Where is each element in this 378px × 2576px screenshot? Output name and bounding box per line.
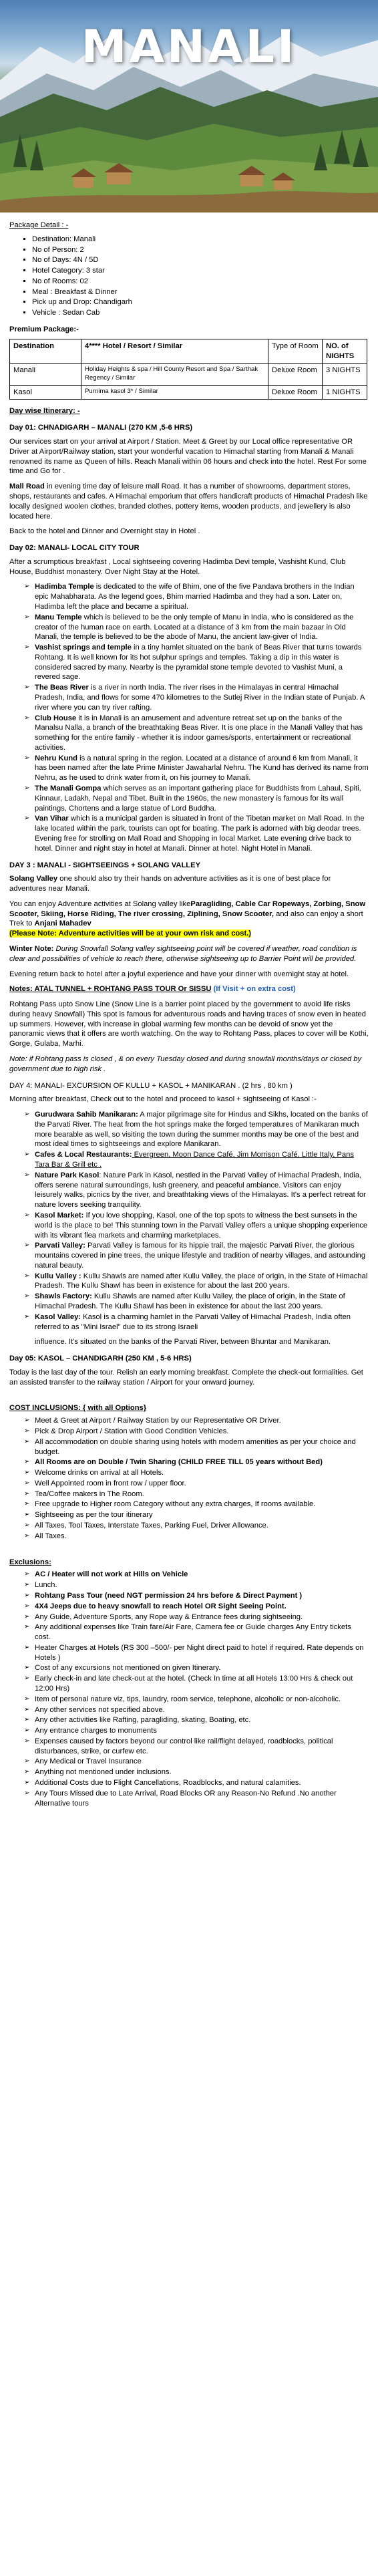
winter-note-label: Winter Note:: [9, 944, 54, 953]
sight-name: The Beas River: [35, 684, 89, 692]
inclusion-item: ➢ All Rooms are on Double / Twin Sharing (CHILD FREE TILL 05 years without Bed): [24, 1457, 369, 1467]
table-cell: Purnima kasol 3* / Similar: [81, 385, 268, 400]
sight-name: Club House: [35, 714, 77, 722]
exclusions-list: [9, 1570, 369, 1808]
sight-desc: : Nature Park in Kasol, nestled in the Parvati Valley of Himachal Pradesh, India, offers serene natural surroundings, lush greenery, and peaceful ambiance. Visitors can enjoy leisurely walks, picnics by the river, and breathtaking views of the Himalayas. It's a perfect retreat for nature lovers seeking tranquility.: [35, 1171, 366, 1209]
list-item: [24, 1292, 369, 1312]
day1-title: Day 01: CHNADIGARH – MANALI (270 KM ,5-6 HRS): [9, 424, 193, 432]
solang-text: one should also try their hands on adventure activities as it is one of best place for adventures near Manali.: [9, 875, 331, 893]
inclusion-item: ➢ Pick & Drop Airport / Station with Good Condition Vehicles.: [24, 1427, 369, 1437]
sight-name: Vashist springs and temple: [35, 643, 132, 652]
adventure-mid: and also can enjoy a short Trek to: [9, 909, 363, 928]
sight-name: Kasol Market:: [35, 1211, 84, 1220]
rohtang-closed-note: [9, 1054, 369, 1075]
table-cell: Manali: [10, 364, 81, 385]
package-detail-heading: Package Detail : -: [9, 221, 69, 229]
table-cell: Kasol: [10, 385, 81, 400]
inclusions-list: [9, 1416, 369, 1541]
sight-name: Hadimba Temple: [35, 583, 94, 591]
exclusion-item: ➢ Anything not mentioned under inclusions.: [24, 1767, 369, 1777]
sight-desc: in a tiny hamlet situated on the bank of Beas River that turns towards Rohtang. It is well known for its hot sulphur springs and temples. Taking a dip in this water is considered sacred by many. Nearby is the pyramidal stone temple devoted to Vashist Muni, a revered sage.: [35, 643, 362, 682]
table-row: [10, 364, 367, 385]
list-item: [24, 784, 369, 813]
package-detail-item: ▪ Destination: Manali: [32, 235, 369, 245]
day4-title: DAY 4: MANALI- EXCURSION OF KULLU + KASOL + MANIKARAN . (2 hrs , 80 km ): [9, 1081, 293, 1090]
sight-name: Van Vihar: [35, 815, 69, 823]
day4-continuation: influence. It's situated on the banks of the Parvati River, between Bhuntar and Manikaran.: [35, 1338, 331, 1346]
sight-desc: it is in Manali is an amusement and adventure retreat set up on the banks of the Manalsu Nalla, a branch of the breathtaking Beas River. It is one place in the Manali Valley that has something for the entire family - whether it is indoor games/sports, entertainment or recreational activities.: [35, 714, 363, 752]
inclusion-item: ➢ All Taxes.: [24, 1532, 369, 1542]
premium-package-heading: Premium Package:-: [9, 325, 79, 334]
adventure-paragraph: [9, 899, 369, 939]
list-item: [24, 814, 369, 853]
exclusion-item: ➢ Any additional expenses like Train fare/Air Fare, Camera fee or Guide charges Any Entry tickets cost.: [24, 1622, 369, 1642]
sight-name: The Manali Gompa: [35, 784, 102, 793]
inclusion-item: ➢ Well Appointed room in front row / upper floor.: [24, 1479, 369, 1489]
sight-desc: is a river in north India. The river rises in the Himalayas in central Himachal Pradesh, India, and flows for some 470 kilometres to the Sutlej River in the Indian state of Punjab. A river where you can try river rafting.: [35, 684, 365, 712]
sight-desc: which is a municipal garden is situated in front of the Tibetan market on Mall Road. In the lake located within the park, tourists can opt for boating. The park is adorned with big deodar trees. Evening free for strolling on Mall Road and Shopping in local Market. Late evening drive back to hotel. Dinner and night stay in hotel at Manali. Dinner at hotel. Night Hotel in Manali.: [35, 815, 365, 853]
sight-desc: Evergreen, Moon Dance Café, Jim Morrison Café, Little Italy, Pans Tara Bar & Grill etc .: [35, 1151, 354, 1169]
day3-evening: Evening return back to hotel after a joyful experience and have your dinner with overnight stay at hotel.: [9, 970, 349, 978]
list-item: [24, 1150, 369, 1170]
day1-closing: Back to the hotel and Dinner and Overnight stay in Hotel .: [9, 527, 200, 536]
day5-text: Today is the last day of the tour. Relish an early morning breakfast. Complete the check-out formalities. Get an assisted transfer to the railway station / Airport for your onward journey.: [9, 1368, 363, 1387]
exclusion-item: ➢ Lunch.: [24, 1580, 369, 1590]
exclusion-item: ➢ Any Tours Missed due to Late Arrival, Road Blocks OR any Reason-No Refund .No another Alternative tours: [24, 1789, 369, 1809]
sight-name: Manu Temple: [35, 613, 82, 621]
table-header-cell: NO. of NIGHTS: [323, 339, 367, 364]
package-detail-item: ▪ Vehicle : Sedan Cab: [32, 308, 369, 318]
adventure-intro: You can enjoy Adventure activities at Solang valley like: [9, 899, 191, 908]
rohtang-paragraph: Rohtang Pass upto Snow Line (Snow Line is a barrier point placed by the government to avoid life risks during heavy Snowfall) This spot is famous for adventurous roads and having traces of snow even in heated up summers. However, with increase in global warming few months can be devoid of snow yet the panoramic views that it offers are worth watching. On the way to Rohtang Pass, places to cover will be Kothi, Gorge, Gulaba, Marhi.: [9, 1000, 369, 1048]
rohtang-notes-label: Notes: ATAL TUNNEL + ROHTANG PASS TOUR Or SISSU: [9, 985, 212, 994]
winter-note-paragraph: [9, 944, 369, 964]
sight-name: Kasol Valley:: [35, 1312, 81, 1321]
package-detail-item: ▪ No of Rooms: 02: [32, 277, 369, 287]
table-header-cell: Type of Room: [268, 339, 323, 364]
sight-name: Kullu Valley :: [35, 1272, 81, 1280]
list-item: [24, 754, 369, 783]
table-header-row: [10, 339, 367, 364]
hero-title: MANALI: [81, 21, 297, 74]
package-detail-item: ▪ No of Days: 4N / 5D: [32, 255, 369, 265]
inclusion-item: ➢ Sightseeing as per the tour itinerary: [24, 1510, 369, 1520]
exclusion-item: ➢ Item of personal nature viz, tips, laundry, room service, telephone, alcoholic or non-alcoholic.: [24, 1695, 369, 1705]
exclusion-item: ➢ AC / Heater will not work at Hills on Vehicle: [24, 1570, 369, 1580]
table-row: [10, 385, 367, 400]
table-header-cell: 4**** Hotel / Resort / Similar: [81, 339, 268, 364]
sight-desc: Kullu Shawls are named after Kullu Valley, the place of origin, in the State of Himachal Pradesh. The Kullu Shawl has been in existence for about the last 200 years.: [35, 1292, 345, 1310]
day5-title: Day 05: KASOL – CHANDIGARH (250 KM , 5-6 HRS): [9, 1354, 192, 1363]
day3-title: DAY 3 : MANALI - SIGHTSEEINGS + SOLANG VALLEY: [9, 861, 201, 869]
table-cell: Deluxe Room: [268, 364, 323, 385]
sight-desc: which is believed to be the only temple of Manu in India, who is considered as the creator of the human race on earth. Located at a distance of 3 km from the main bazaar in Old Manali, the temple is believed to be the abode of Manu, the ancient law-giver of India.: [35, 613, 354, 641]
mall-road-label: Mall Road: [9, 482, 45, 491]
inclusion-item: ➢ Meet & Greet at Airport / Railway Station by our Representative OR Driver.: [24, 1416, 369, 1426]
winter-note-text: During Snowfall Solang valley sightseeing point will be covered if weather, road condition is clear and possibilities of vehicle to reach there, otherwise sightseeing up to Barrier Point will be provided.: [9, 944, 357, 963]
list-item: [24, 1241, 369, 1270]
table-cell: Deluxe Room: [268, 385, 323, 400]
package-detail-item: ▪ No of Person: 2: [32, 245, 369, 255]
day2-intro: After a scrumptious breakfast , Local sightseeing covering Hadimba Devi temple, Vashisht Kund, Club House, Buddhist monastery. Over Night Stay at the Hotel.: [9, 557, 346, 576]
day4-sight-list: [9, 1110, 369, 1332]
list-item: [24, 683, 369, 712]
sight-desc: is dedicated to the wife of Bhim, one of the five Pandava brothers in the Indian epic Mahabharata. As the legend goes, Bhim married Hadimba and they had a son. Later on, Hadimba left the place and became a spiritual.: [35, 583, 355, 611]
inclusion-item: ➢ Welcome drinks on arrival at all Hotels.: [24, 1468, 369, 1478]
day2-sight-list: [9, 582, 369, 853]
inclusion-item: ➢ All accommodation on double sharing using hotels with modern amenities as per your choice and budget.: [24, 1437, 369, 1457]
rohtang-extra-cost: (If Visit + on extra cost): [211, 985, 296, 994]
package-content: [0, 212, 378, 1808]
list-item: [24, 1272, 369, 1292]
table-cell: 1 NIGHTS: [323, 385, 367, 400]
rohtang-closed-text: Note: if Rohtang pass is closed , & on every Tuesday closed and during snowfall months/days or closed by government due to high risk .: [9, 1055, 362, 1073]
list-item: [24, 643, 369, 682]
list-item: [24, 1110, 369, 1149]
exclusion-item: ➢ Expenses caused by factors beyond our control like rail/flight delayed, roadblocks, political disturbances, strike, or curfew etc.: [24, 1737, 369, 1757]
solang-label: Solang Valley: [9, 875, 58, 883]
rohtang-notes-heading: [9, 984, 369, 994]
sight-desc: A major pilgrimage site for Hindus and Sikhs, located on the banks of the Parvati River. The heat from the hot springs make the forged temperatures of Manikaran much more bearable as well, so visiting the town during the summer months may be one of the best and most ideal times to sightseeings and explore Manikaran.: [35, 1111, 368, 1149]
sight-name: Gurudwara Sahib Manikaran:: [35, 1111, 138, 1119]
day4-intro: Morning after breakfast, Check out to the hotel and proceed to kasol + sightseeing of Kasol :-: [9, 1095, 317, 1104]
exclusion-item: ➢ Heater Charges at Hotels (RS 300 –500/- per Night direct paid to hotel if required. Rate depends on Hotels ): [24, 1643, 369, 1663]
adventure-trek: Anjani Mahadev: [34, 919, 91, 928]
exclusion-item: ➢ 4X4 Jeeps due to heavy snowfall to reach Hotel OR Sight Seeing Point.: [24, 1602, 369, 1612]
sight-desc: If you love shopping, Kasol, one of the top spots to witness the best sunsets in the world is the place to be! This stunning town in the Parvati Valley offers a unique shopping experience with its vibrant flea markets and charming marketplaces.: [35, 1211, 368, 1240]
exclusion-item: ➢ Any Guide, Adventure Sports, any Rope way & Entrance fees during sightseeing.: [24, 1612, 369, 1622]
list-item: [24, 1211, 369, 1240]
day2-title: Day 02: MANALI- LOCAL CITY TOUR: [9, 544, 140, 553]
exclusion-item: ➢ Any other activities like Rafting, paragliding, skating, Boating, etc.: [24, 1715, 369, 1725]
table-cell: Holiday Heights & spa / Hill County Resort and Spa / Sarthak Regency / Similar: [81, 364, 268, 385]
sight-name: Cafes & Local Restaurants:: [35, 1151, 132, 1159]
sight-desc: Kasol is a charming hamlet in the Parvati Valley of Himachal Pradesh, India often referred to as "Mini Israel" due to its strong Israeli: [35, 1312, 351, 1331]
sight-desc: which serves as an important gathering place for Buddhists from Lahaul, Spiti, Kinnaur, Ladakh, Nepal and Tibet. Built in the 1960s, the new monastery is famous for its wall paintings, Chortens and a large statue of Lord Buddha.: [35, 784, 361, 813]
exclusion-item: ➢ Rohtang Pass Tour (need NGT permission 24 hrs before & Direct Payment ): [24, 1591, 369, 1601]
list-item: [24, 1312, 369, 1332]
day1-mall-paragraph: [9, 482, 369, 521]
inclusion-item: ➢ All Taxes, Tool Taxes, Interstate Taxes, Parking Fuel, Driver Allowance.: [24, 1521, 369, 1531]
sight-name: Nehru Kund: [35, 754, 78, 762]
list-item: [24, 714, 369, 753]
package-detail-item: ▪ Meal : Breakfast & Dinner: [32, 287, 369, 297]
solang-paragraph: [9, 874, 369, 894]
sight-desc: is a natural spring in the region. Located at a distance of around 6 km from Manali, it has been named after the late Prime Minister Jawaharlal Nehru. The Kund has derived its name from Nehru, as he used to drink water from it, on his journey to Manali.: [35, 754, 369, 782]
inclusions-heading: COST INCLUSIONS: { with all Options}: [9, 1404, 147, 1413]
day1-paragraph: Our services start on your arrival at Airport / Station. Meet & Greet by our Local office representative OR Driver at Airport/Railway station, start your wonderful vacation to Himachal starting from Manali & Manali renowned its name as Queen of hills. Reach Manali within 06 hours and check into the hotel. Rest For some time and Go for .: [9, 438, 367, 476]
exclusion-item: ➢ Additional Costs due to Flight Cancellations, Roadblocks, and natural calamities.: [24, 1778, 369, 1788]
adventure-risk-note: (Please Note: Adventure activities will be at your own risk and cost.): [9, 929, 252, 938]
sight-name: Shawls Factory:: [35, 1292, 92, 1301]
sight-name: Nature Park Kasol: [35, 1171, 100, 1179]
inclusion-item: ➢ Free upgrade to Higher room Category without any extra charges, If rooms available.: [24, 1499, 369, 1510]
package-detail-item: ▪ Hotel Category: 3 star: [32, 266, 369, 276]
table-cell: 3 NIGHTS: [323, 364, 367, 385]
exclusion-item: ➢ Cost of any excursions not mentioned on given Itinerary.: [24, 1663, 369, 1673]
exclusion-item: ➢ Early check-in and late check-out at the hotel. (Check In time at all Hotels 13:00 Hrs & check out 12:00 Hrs): [24, 1674, 369, 1694]
exclusion-item: ➢ Any other services not specified above.: [24, 1705, 369, 1715]
list-item: [24, 582, 369, 611]
list-item: [24, 613, 369, 642]
sight-name: Parvati Valley:: [35, 1242, 85, 1250]
package-detail-list: [9, 235, 369, 318]
itinerary-heading: Day wise Itinerary: -: [9, 407, 80, 416]
premium-package-table: [9, 339, 367, 400]
package-detail-item: ▪ Pick up and Drop: Chandigarh: [32, 297, 369, 307]
adventure-activities: Paragliding, Cable Car Ropeways, Zorbing, Snow Scooter, Skiing, Horse Riding, The river crossing, Ziplining, Snow Scooter,: [9, 899, 366, 918]
exclusion-item: ➢ Any Medical or Travel Insurance: [24, 1757, 369, 1767]
sight-desc: Parvati Valley is famous for its hippie trail, the majestic Parvati River, the glorious mountains covered in pine trees, the unique lifestyle and tradition of nearby villages, and astounding natural beauty.: [35, 1242, 366, 1270]
table-header-cell: Destination: [10, 339, 81, 364]
mall-road-text: in evening time day of leisure mall Road. It has a number of showrooms, department stores, shops, restaurants and cafes. A Himachal emporium that offers handicraft products of Himachal Pradesh like locally designed woolen clothes, branded clothes, pottery items, wooden products, and jewellery is also located here.: [9, 482, 368, 521]
hero-banner: [0, 0, 378, 212]
sight-desc: Kullu Shawls are named after Kullu Valley, the place of origin, in the State of Himachal Pradesh. The Kullu Shawl has been in existence for about the last 200 years.: [35, 1272, 368, 1290]
list-item: [24, 1171, 369, 1210]
exclusions-heading: Exclusions:: [9, 1558, 51, 1566]
exclusion-item: ➢ Any entrance charges to monuments: [24, 1726, 369, 1736]
inclusion-item: ➢ Tea/Coffee makers in The Room.: [24, 1489, 369, 1499]
